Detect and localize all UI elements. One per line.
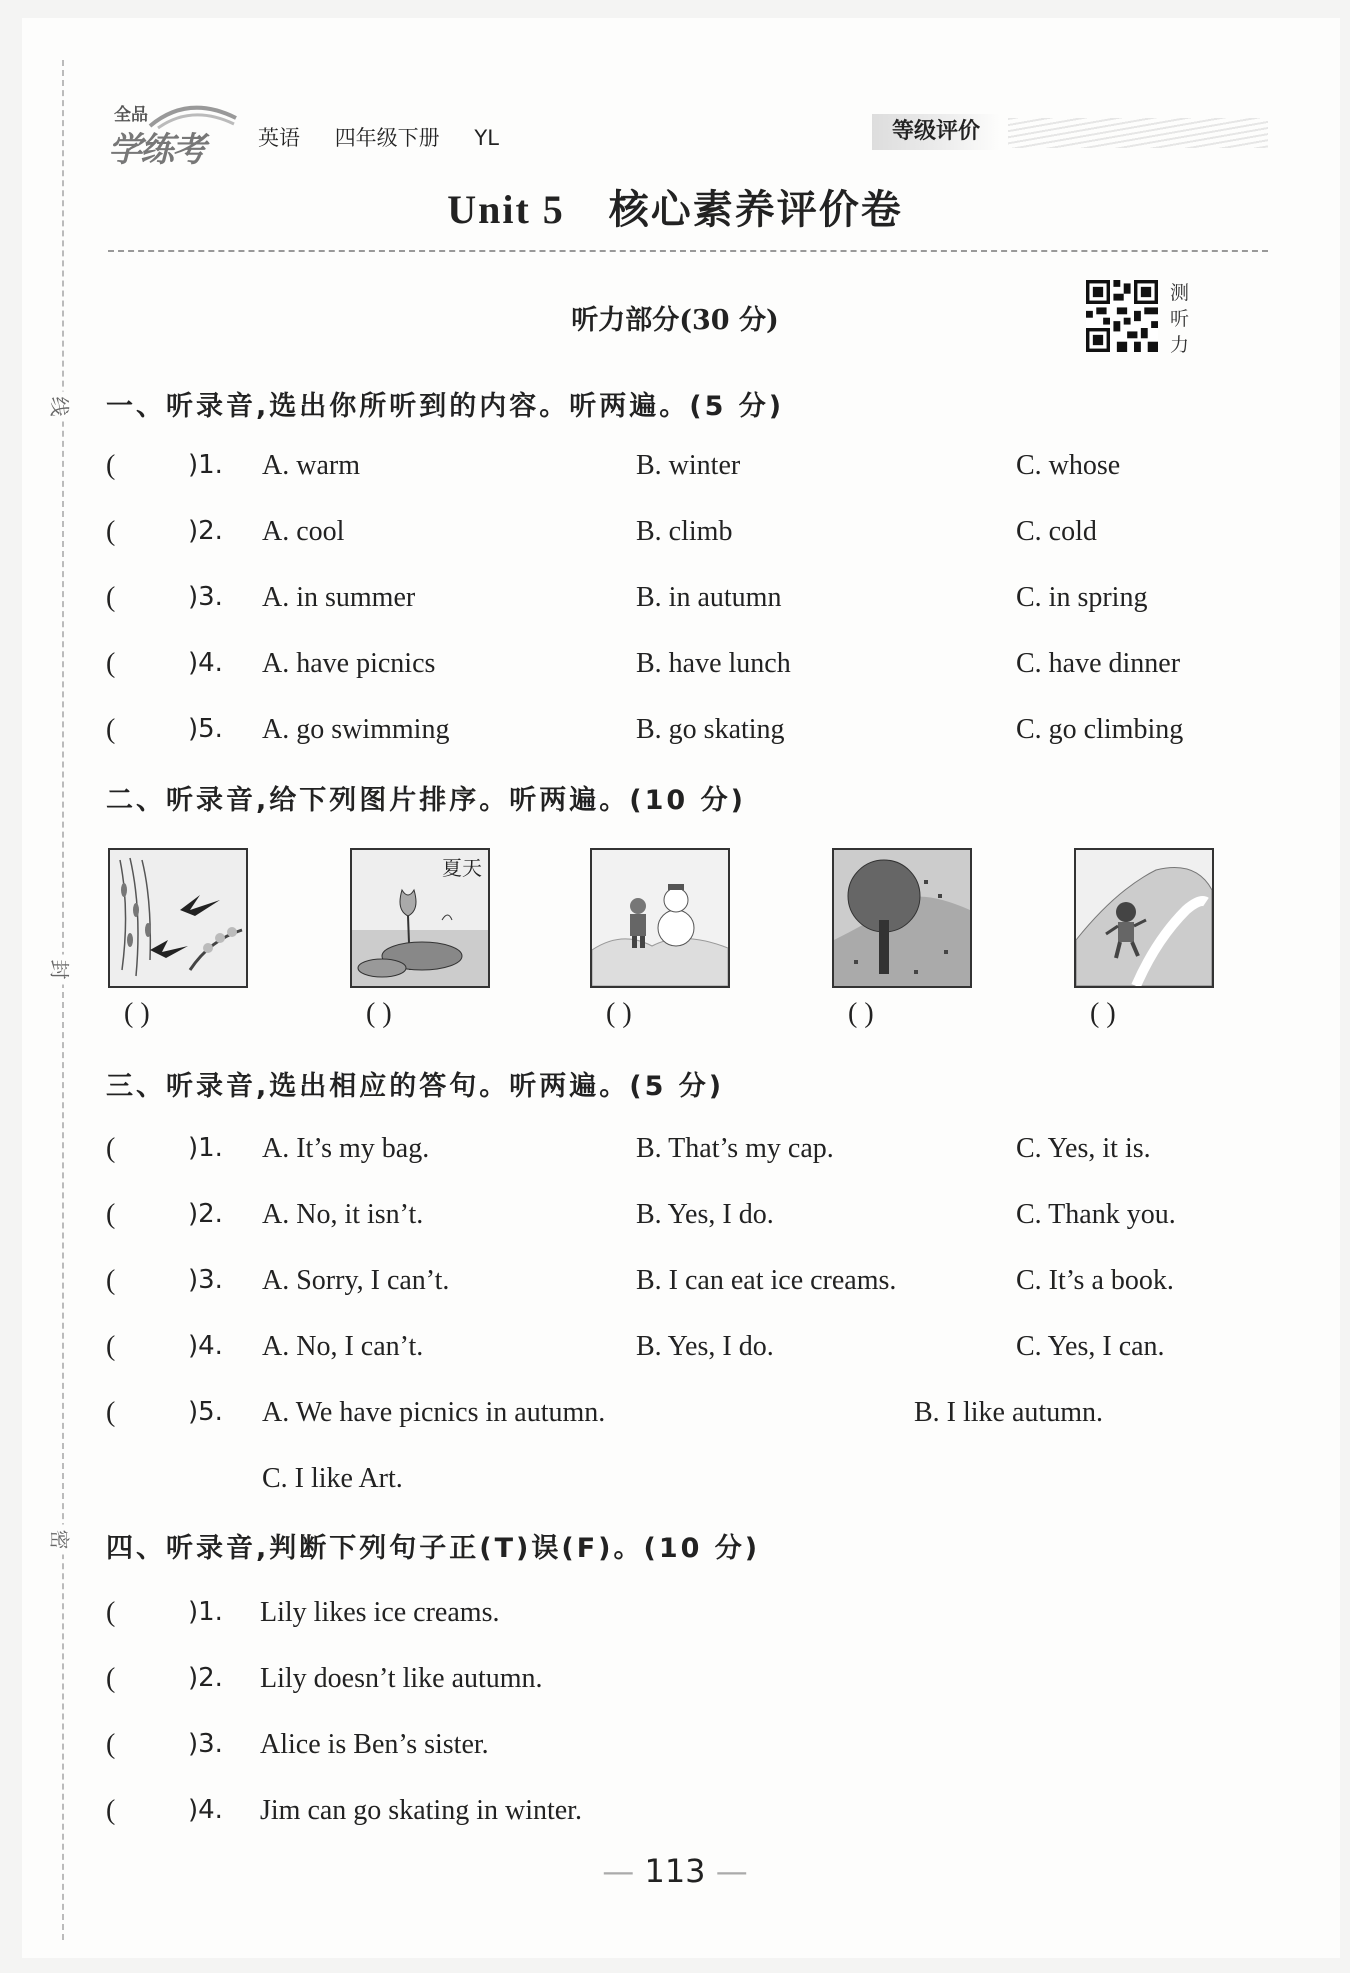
picture-4 <box>832 848 972 988</box>
answer-blank[interactable]: ( <box>106 1397 116 1428</box>
option-c: C. I like Art. <box>262 1463 403 1494</box>
page-number-dash: — <box>705 1852 748 1890</box>
question-row <box>106 714 1286 754</box>
page-number-value: 113 <box>644 1852 706 1890</box>
autumn-tree-icon <box>834 850 970 986</box>
header <box>108 100 1268 170</box>
statement-text: Lily doesn’t like autumn. <box>260 1663 543 1694</box>
picture-3 <box>590 848 730 988</box>
statement-text: Jim can go skating in winter. <box>260 1795 582 1826</box>
question-number: )3. <box>188 1265 223 1295</box>
listening-part-title: 听力部分(30 分) <box>571 305 779 336</box>
option-a: A. warm <box>262 450 360 481</box>
option-b: B. climb <box>636 516 733 547</box>
logo-top-text: 全品 <box>114 105 148 125</box>
option-a: A. It’s my bag. <box>262 1133 430 1164</box>
question-number: )2. <box>188 516 223 546</box>
question-number: )5. <box>188 714 223 744</box>
picture-answer-blank[interactable]: ( ) <box>848 998 874 1029</box>
answer-blank[interactable]: ( <box>106 450 116 481</box>
title-divider <box>108 250 1268 252</box>
decorative-stripes <box>1008 118 1268 148</box>
question-row <box>106 1133 1286 1173</box>
question-row-continued <box>106 1463 1286 1503</box>
logo-swoosh-icon <box>148 100 238 130</box>
option-c: C. in spring <box>1016 582 1148 613</box>
option-c: C. Yes, I can. <box>1016 1331 1165 1362</box>
answer-blank[interactable]: ( <box>106 1795 116 1826</box>
option-a: A. go swimming <box>262 714 450 745</box>
option-c: C. Thank you. <box>1016 1199 1176 1230</box>
answer-blank[interactable]: ( <box>106 582 116 613</box>
option-a: A. have picnics <box>262 648 436 679</box>
question-number: )3. <box>188 582 223 612</box>
grade-label: 四年级下册 <box>334 126 440 150</box>
question-row <box>106 1397 1286 1437</box>
book-info <box>258 122 527 152</box>
section-2-heading: 二、听录音,给下列图片排序。听两遍。(10 分) <box>106 785 746 816</box>
option-a: A. Sorry, I can’t. <box>262 1265 450 1296</box>
grade-evaluation-tag: 等级评价 <box>872 114 1000 150</box>
question-row <box>106 1331 1286 1371</box>
edition-label: YL <box>474 126 499 150</box>
picture-caption: 夏天 <box>442 856 482 880</box>
subject-label: 英语 <box>258 126 300 150</box>
question-row <box>106 582 1286 622</box>
logo-main-text: 学练考 <box>108 130 204 170</box>
option-c: C. whose <box>1016 450 1121 481</box>
answer-blank[interactable]: ( <box>106 648 116 679</box>
answer-blank[interactable]: ( <box>106 1331 116 1362</box>
option-c: C. Yes, it is. <box>1016 1133 1151 1164</box>
option-b: B. Yes, I do. <box>636 1331 774 1362</box>
option-b: B. go skating <box>636 714 785 745</box>
question-row <box>106 648 1286 688</box>
option-b: B. winter <box>636 450 741 481</box>
qr-label-char: 力 <box>1170 334 1190 356</box>
option-a: A. We have picnics in autumn. <box>262 1397 606 1428</box>
answer-blank[interactable]: ( <box>106 1265 116 1296</box>
question-row <box>106 516 1286 556</box>
question-number: )4. <box>188 648 223 678</box>
picture-answer-blank[interactable]: ( ) <box>606 998 632 1029</box>
brand-logo <box>108 100 238 168</box>
option-a: A. No, I can’t. <box>262 1331 424 1362</box>
option-a: A. No, it isn’t. <box>262 1199 424 1230</box>
answer-blank[interactable]: ( <box>106 1133 116 1164</box>
page-title <box>0 178 1350 235</box>
option-c: C. go climbing <box>1016 714 1184 745</box>
option-b: B. in autumn <box>636 582 782 613</box>
picture-answer-blank[interactable]: ( ) <box>366 998 392 1029</box>
answer-blank[interactable]: ( <box>106 516 116 547</box>
qr-label-char: 听 <box>1170 308 1190 330</box>
option-c: C. It’s a book. <box>1016 1265 1174 1296</box>
binding-line <box>62 60 64 1940</box>
answer-blank[interactable]: ( <box>106 1729 116 1760</box>
answer-blank[interactable]: ( <box>106 1663 116 1694</box>
margin-mark-line: 线 <box>47 392 76 422</box>
option-c: C. cold <box>1016 516 1097 547</box>
option-b: B. Yes, I do. <box>636 1199 774 1230</box>
question-row <box>106 1199 1286 1239</box>
question-number: )4. <box>188 1795 223 1825</box>
section-1-heading: 一、听录音,选出你所听到的内容。听两遍。(5 分) <box>106 391 785 422</box>
answer-blank[interactable]: ( <box>106 1199 116 1230</box>
qr-label-char: 测 <box>1170 282 1190 304</box>
spring-swallows-willow-icon <box>110 850 246 986</box>
paper-name: 核心素养评价卷 <box>608 187 903 232</box>
option-b: B. I can eat ice creams. <box>636 1265 897 1296</box>
option-a: A. cool <box>262 516 345 547</box>
picture-answer-blank[interactable]: ( ) <box>124 998 150 1029</box>
page-number <box>0 1852 1350 1890</box>
question-number: )1. <box>188 1597 223 1627</box>
option-b: B. have lunch <box>636 648 791 679</box>
question-number: )3. <box>188 1729 223 1759</box>
unit-label: Unit 5 <box>447 187 565 232</box>
question-number: )2. <box>188 1199 223 1229</box>
boy-climbing-hill-icon <box>1076 850 1212 986</box>
question-row <box>106 1265 1286 1305</box>
winter-snowman-icon <box>592 850 728 986</box>
picture-answer-blank[interactable]: ( ) <box>1090 998 1116 1029</box>
margin-mark-secret: 密 <box>47 1525 76 1555</box>
option-b: B. I like autumn. <box>914 1397 1103 1428</box>
statement-text: Alice is Ben’s sister. <box>260 1729 489 1760</box>
option-c: C. have dinner <box>1016 648 1181 679</box>
section-3-heading: 三、听录音,选出相应的答句。听两遍。(5 分) <box>106 1071 725 1102</box>
answer-blank[interactable]: ( <box>106 714 116 745</box>
question-row <box>106 450 1286 490</box>
question-number: )5. <box>188 1397 223 1427</box>
question-number: )4. <box>188 1331 223 1361</box>
option-b: B. That’s my cap. <box>636 1133 834 1164</box>
question-number: )1. <box>188 450 223 480</box>
question-number: )2. <box>188 1663 223 1693</box>
question-number: )1. <box>188 1133 223 1163</box>
option-a: A. in summer <box>262 582 416 613</box>
answer-blank[interactable]: ( <box>106 1597 116 1628</box>
page-number-dash: — <box>602 1852 645 1890</box>
qr-code-icon[interactable] <box>1086 280 1158 352</box>
picture-5 <box>1074 848 1214 988</box>
picture-1 <box>108 848 248 988</box>
section-4-heading: 四、听录音,判断下列句子正(T)误(F)。(10 分) <box>106 1533 761 1564</box>
qr-code-label <box>1170 280 1194 358</box>
picture-2 <box>350 848 490 988</box>
margin-mark-seal: 封 <box>47 955 76 985</box>
statement-text: Lily likes ice creams. <box>260 1597 500 1628</box>
